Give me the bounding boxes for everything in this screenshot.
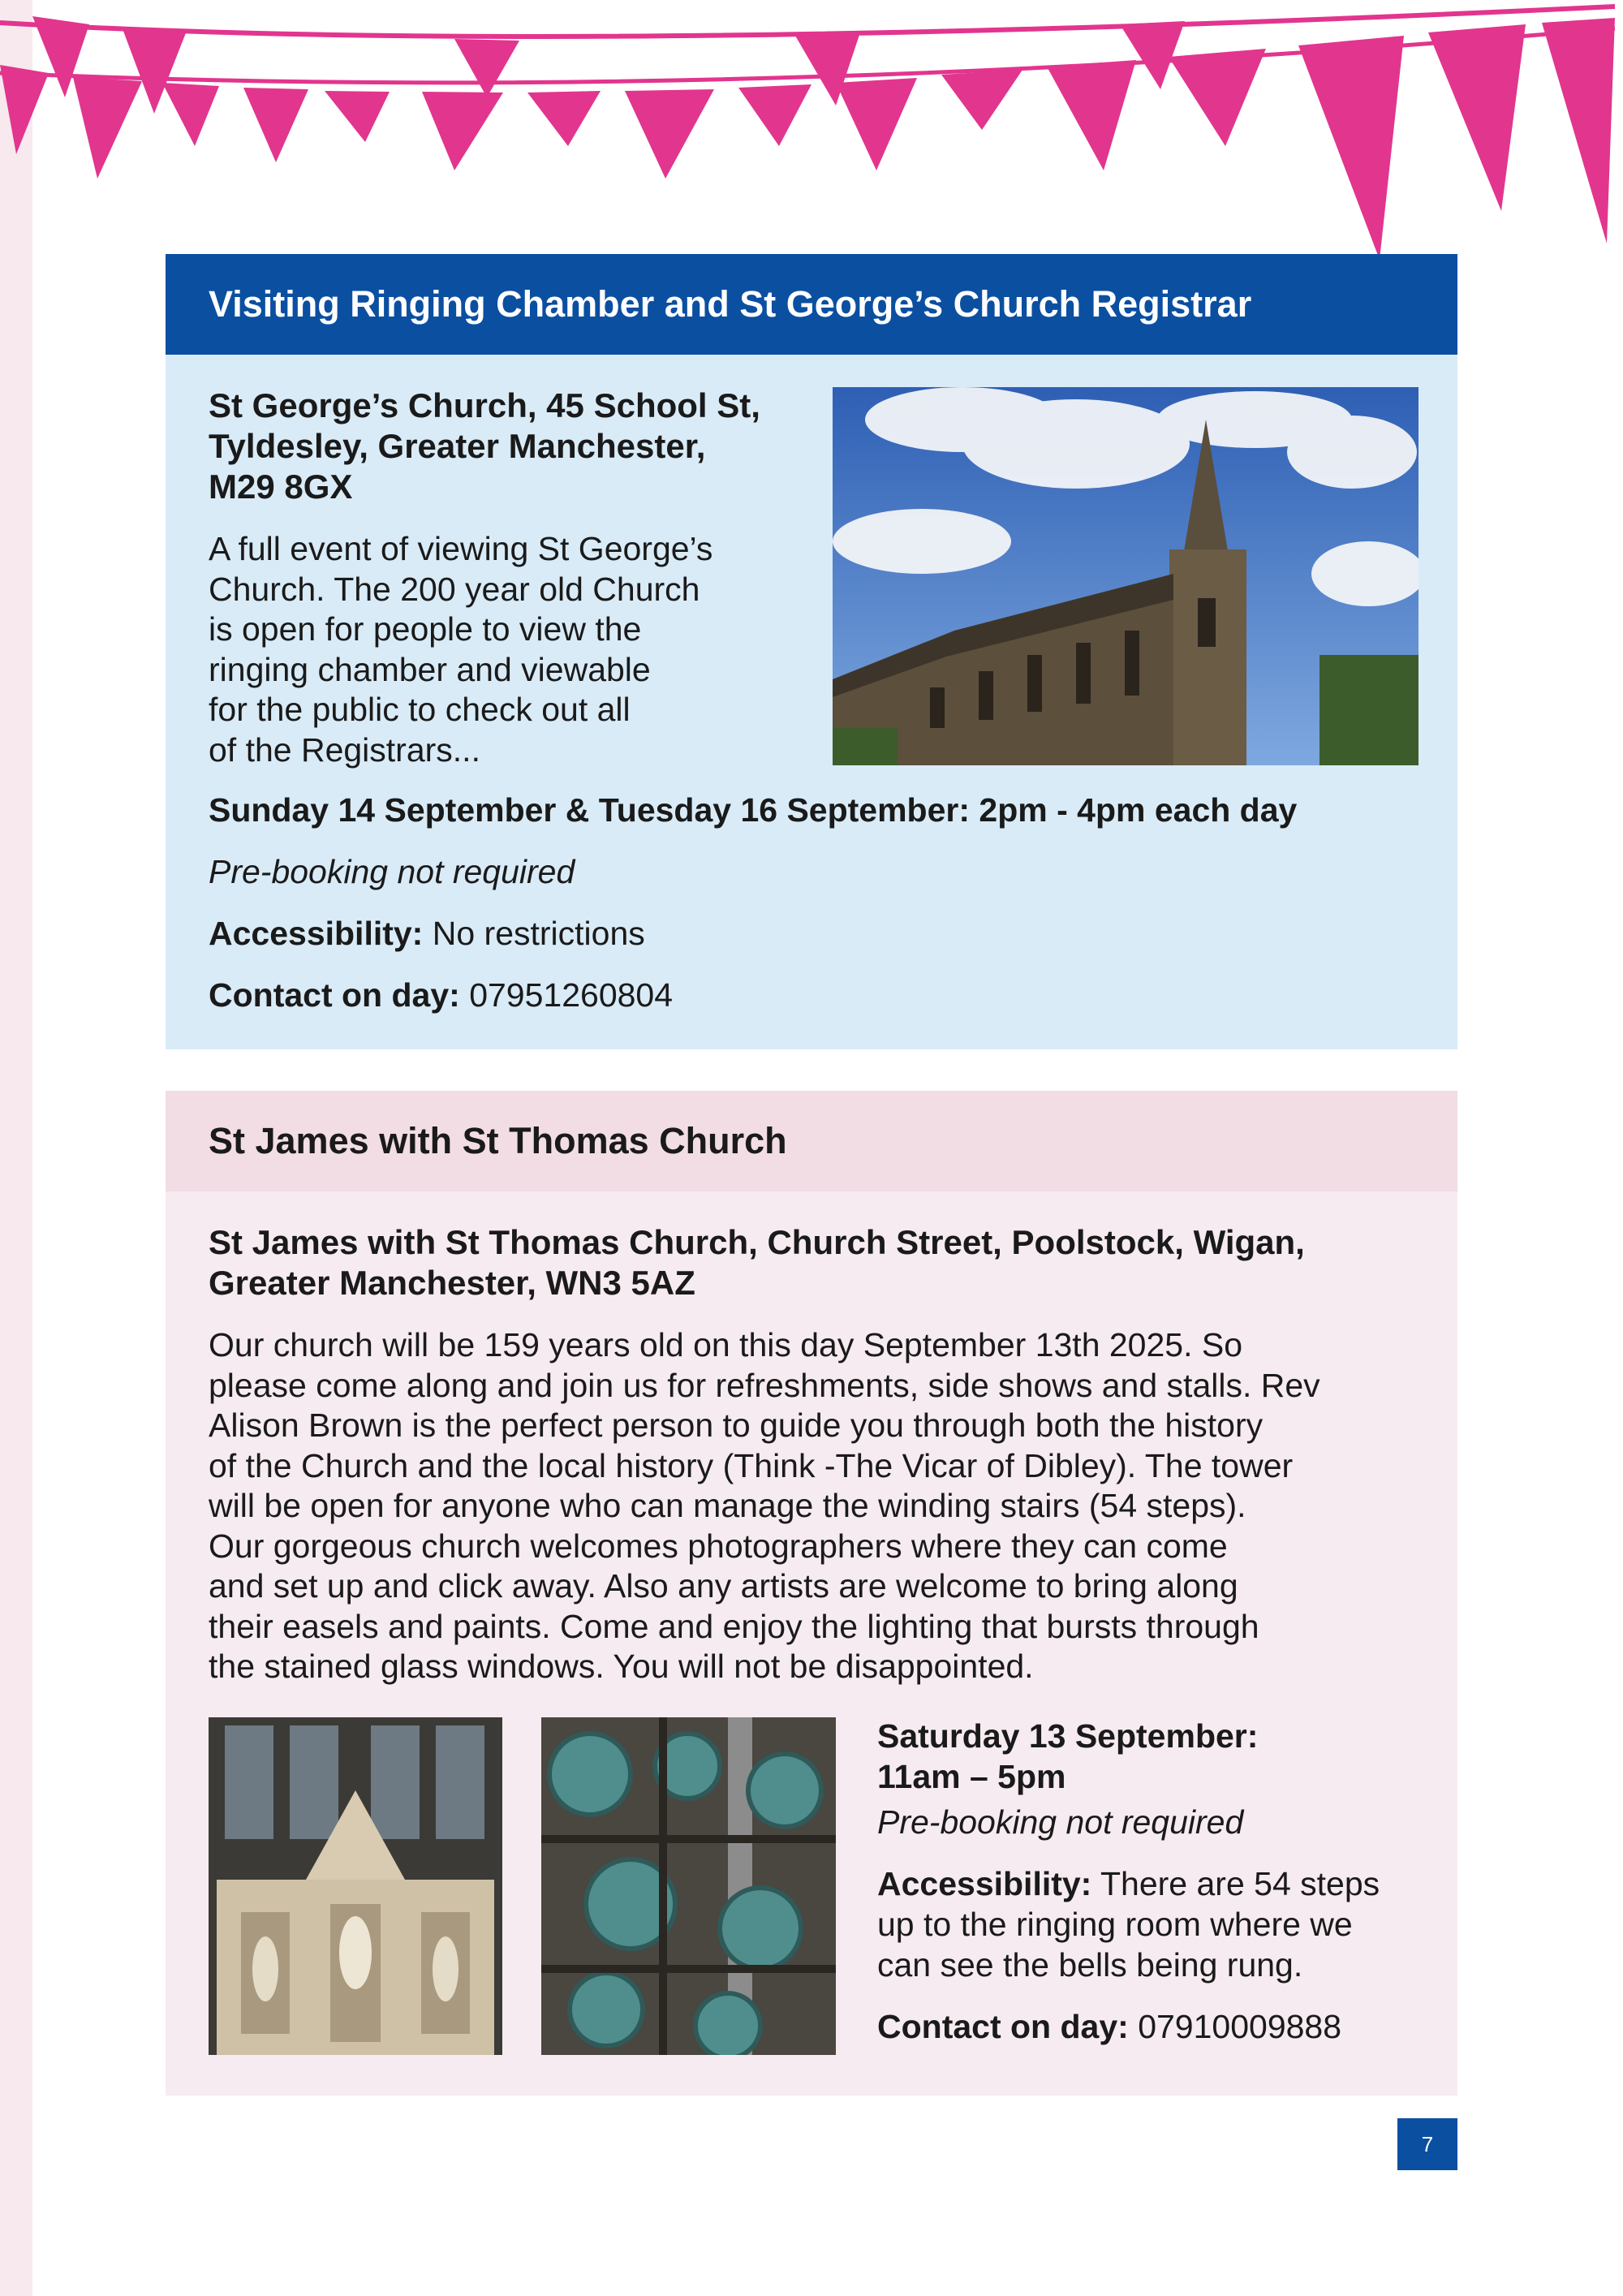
contact-label: Contact on day: bbox=[209, 976, 460, 1014]
event-title: St James with St Thomas Church bbox=[209, 1120, 787, 1161]
booking-note: Pre-booking not required bbox=[877, 1803, 1244, 1841]
description-line: Our church will be 159 years old on this day September 13th 2025. So bbox=[209, 1326, 1243, 1363]
event-card-st-james bbox=[166, 1091, 1457, 2096]
contact-info bbox=[877, 2006, 1341, 2047]
bunting-decoration bbox=[0, 0, 1623, 268]
description-line: will be open for anyone who can manage the winding stairs (54 steps). bbox=[209, 1487, 1246, 1524]
accessibility-line: up to the ringing room where we bbox=[877, 1906, 1353, 1943]
accessibility-info bbox=[877, 1863, 1380, 1985]
address-line: Tyldesley, Greater Manchester, bbox=[209, 427, 706, 465]
accessibility-info bbox=[209, 913, 645, 954]
church-bells-photo bbox=[541, 1717, 836, 2055]
contact-label: Contact on day: bbox=[877, 2008, 1129, 2045]
page-number: 7 bbox=[1397, 2118, 1457, 2170]
description-line: A full event of viewing St George’s bbox=[209, 530, 713, 567]
altar-reredos-photo bbox=[209, 1717, 502, 2055]
event-card-st-georges bbox=[166, 254, 1457, 1049]
address-line: St James with St Thomas Church, Church Street, Poolstock, Wigan, bbox=[209, 1223, 1305, 1261]
description-line: their easels and paints. Come and enjoy the lighting that bursts through bbox=[209, 1607, 1259, 1645]
contact-info bbox=[209, 975, 673, 1015]
description-line: of the Registrars... bbox=[209, 730, 480, 769]
address-line: St George’s Church, 45 School St, bbox=[209, 386, 760, 424]
description-line: of the Church and the local history (Think -The Vicar of Dibley). The tower bbox=[209, 1446, 1294, 1484]
description-line: please come along and join us for refreshments, side shows and stalls. Rev bbox=[209, 1366, 1320, 1404]
description-line: Church. The 200 year old Church bbox=[209, 570, 700, 608]
description-line: and set up and click away. Also any artists are welcome to bring along bbox=[209, 1567, 1238, 1605]
accessibility-line: can see the bells being rung. bbox=[877, 1946, 1303, 1984]
event-title: Visiting Ringing Chamber and St George’s Church Registrar bbox=[209, 283, 1252, 325]
accessibility-label: Accessibility: bbox=[877, 1865, 1092, 1902]
event-header bbox=[166, 1091, 1457, 1191]
address-line: M29 8GX bbox=[209, 467, 353, 506]
accessibility-label: Accessibility: bbox=[209, 915, 424, 952]
contact-phone: 07910009888 bbox=[1138, 2008, 1342, 2045]
description-line: the stained glass windows. You will not be disappointed. bbox=[209, 1648, 1034, 1685]
description-line: for the public to check out all bbox=[209, 691, 631, 728]
left-margin-strip bbox=[0, 0, 32, 2296]
description-line: Alison Brown is the perfect person to guide you through both the history bbox=[209, 1406, 1264, 1444]
church-exterior-photo bbox=[833, 387, 1419, 765]
contact-phone: 07951260804 bbox=[469, 976, 674, 1014]
description-line: Our gorgeous church welcomes photographers where they can come bbox=[209, 1527, 1228, 1565]
date-line: Saturday 13 September: bbox=[877, 1717, 1259, 1755]
event-description bbox=[209, 1325, 1320, 1687]
accessibility-value: No restrictions bbox=[432, 915, 645, 952]
event-description bbox=[209, 529, 712, 770]
description-line: is open for people to view the bbox=[209, 610, 642, 648]
description-line: ringing chamber and viewable bbox=[209, 650, 651, 688]
event-dates: Sunday 14 September & Tuesday 16 September: 2pm - 4pm each day bbox=[209, 791, 1298, 829]
event-address bbox=[209, 1222, 1305, 1303]
accessibility-line: There are 54 steps bbox=[1100, 1865, 1380, 1902]
date-line: 11am – 5pm bbox=[877, 1758, 1066, 1795]
address-line: Greater Manchester, WN3 5AZ bbox=[209, 1264, 695, 1302]
event-dates bbox=[877, 1716, 1258, 1797]
event-header bbox=[166, 254, 1457, 355]
event-address bbox=[209, 386, 760, 507]
booking-note: Pre-booking not required bbox=[209, 853, 575, 890]
